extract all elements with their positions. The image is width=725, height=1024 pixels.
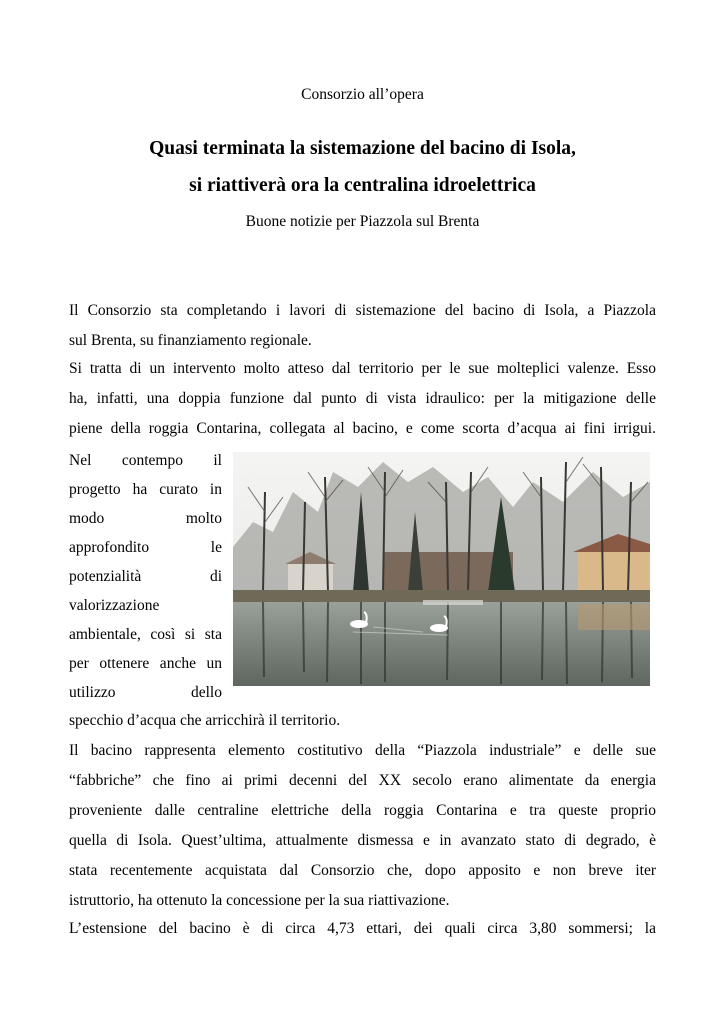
kicker: Consorzio all’opera xyxy=(301,86,424,103)
title-line: Quasi terminata la sistemazione del bacino di Isola, xyxy=(149,138,576,159)
text-line: specchio d’acqua che arricchirà il territorio. xyxy=(69,712,341,729)
text-line: potenzialità di xyxy=(69,568,222,585)
text-line: modo molto xyxy=(69,510,222,527)
text-line: istruttorio, ha ottenuto la concessione per la sua riattivazione. xyxy=(69,892,450,909)
text-line: Il Consorzio sta completando i lavori di sistemazione del bacino di Isola, a Piazzola xyxy=(69,302,656,319)
text-line: piene della roggia Contarina, collegata al bacino, e come scorta d’acqua ai fini irrigui. xyxy=(69,420,656,437)
text-line: sul Brenta, su finanziamento regionale. xyxy=(69,332,312,349)
text-line: ha, infatti, una doppia funzione dal punto di vista idraulico: per la mitigazione delle xyxy=(69,390,656,407)
text-line: “fabbriche” che fino ai primi decenni del XX secolo erano alimentate da energia xyxy=(69,772,656,789)
text-line: Il bacino rappresenta elemento costitutivo della “Piazzola industriale” e delle sue xyxy=(69,742,656,759)
text-line: Nel contempo il xyxy=(69,452,222,469)
text-line: approfondito le xyxy=(69,539,222,556)
subtitle: Buone notizie per Piazzola sul Brenta xyxy=(245,213,480,230)
wrapped-paragraph xyxy=(69,446,222,707)
page-title xyxy=(0,130,725,204)
text-line: valorizzazione xyxy=(69,597,160,614)
paragraph-1 xyxy=(69,296,656,356)
paragraph-2 xyxy=(69,354,656,444)
text-line: Si tratta di un intervento molto atteso dal territorio per le sue molteplici valenze. Esso xyxy=(69,360,656,377)
text-line: L’estensione del bacino è di circa 4,73 ettari, dei quali circa 3,80 sommersi; la xyxy=(69,920,656,937)
text-line: per ottenere anche un xyxy=(69,655,222,672)
paragraph-4 xyxy=(69,736,656,916)
paragraph-5 xyxy=(69,914,656,944)
paragraph-3-end xyxy=(69,706,656,736)
text-line: ambientale, così si sta xyxy=(69,626,222,643)
text-line: quella di Isola. Quest’ultima, attualmente dismessa e in avanzato stato di degrado, è xyxy=(69,832,656,849)
text-line: progetto ha curato in xyxy=(69,481,222,498)
title-line: si riattiverà ora la centralina idroelettrica xyxy=(189,175,536,196)
text-line: stata recentemente acquistata dal Consorzio che, dopo apposito e non breve iter xyxy=(69,862,656,879)
text-line: utilizzo dello xyxy=(69,684,222,701)
basin-photo xyxy=(233,452,650,686)
text-line: proveniente dalle centraline elettriche della roggia Contarina e tra queste proprio xyxy=(69,802,656,819)
